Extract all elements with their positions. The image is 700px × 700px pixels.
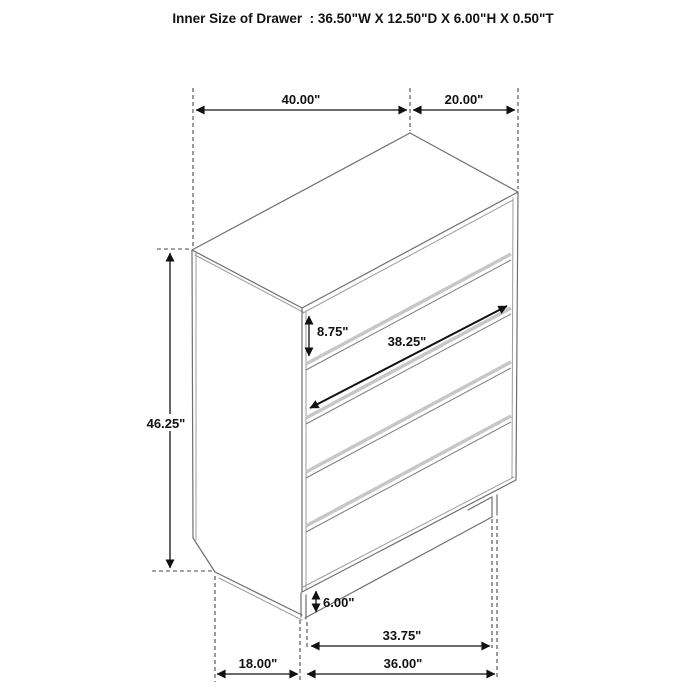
chest-drawing (192, 133, 518, 620)
dim-drawer-front-height-label: 8.75" (317, 324, 349, 339)
drawer-gap-4-shadow (306, 416, 511, 526)
dim-overall-height (141, 253, 191, 568)
dim-drawer-front-width-label: 38.25" (387, 334, 427, 349)
dim-top-width-label: 40.00" (281, 92, 321, 107)
dim-leg-height-label: 6.00" (323, 595, 355, 610)
base-rail-left-top (215, 572, 302, 615)
dim-drawer-front-width (310, 306, 507, 408)
front-bottom-edge (302, 480, 516, 592)
drawer-gap-lines (306, 254, 511, 532)
front-right-edge (516, 192, 518, 480)
chest-front-face (302, 192, 518, 592)
top-back-left-edge (192, 133, 410, 250)
top-front-right-edge-inner (303, 200, 513, 313)
diagram-title: Inner Size of Drawer : 36.50"W X 12.50"D X 6.00"H X 0.50"T (172, 11, 554, 26)
dim-base-depth-label: 18.00" (238, 656, 278, 671)
drawer-gap-3-shadow (306, 362, 511, 472)
front-right-edge-inner (512, 198, 513, 478)
base-rail-left-bottom (219, 578, 302, 620)
drawer-gap-1-edge (306, 260, 511, 370)
front-bottom-edge-inner (303, 477, 514, 587)
dim-base-width (307, 656, 495, 674)
top-back-right-edge (410, 133, 518, 192)
top-front-left-edge (192, 250, 302, 308)
side-back-edge (192, 250, 193, 538)
dim-leg-span-inner-label: 33.75" (382, 628, 422, 643)
dim-top-width (196, 92, 407, 110)
side-bottom-bevel (193, 538, 215, 572)
chest-side-panel (192, 250, 302, 620)
dim-base-width-label: 36.00" (383, 656, 423, 671)
drawer-gap-3-edge (306, 368, 511, 478)
dim-base-depth (217, 656, 298, 674)
dim-drawer-front-width-line (310, 306, 507, 408)
chest-top-face (192, 133, 518, 313)
extension-lines (152, 88, 518, 682)
dim-leg-span-inner (311, 628, 490, 646)
dim-top-depth-label: 20.00" (444, 92, 484, 107)
drawer-gap-4-edge (306, 422, 511, 532)
dim-overall-height-label: 46.25" (146, 416, 186, 431)
top-front-right-edge (302, 192, 518, 308)
dim-top-depth (413, 92, 515, 110)
top-front-left-edge-inner (195, 255, 303, 312)
